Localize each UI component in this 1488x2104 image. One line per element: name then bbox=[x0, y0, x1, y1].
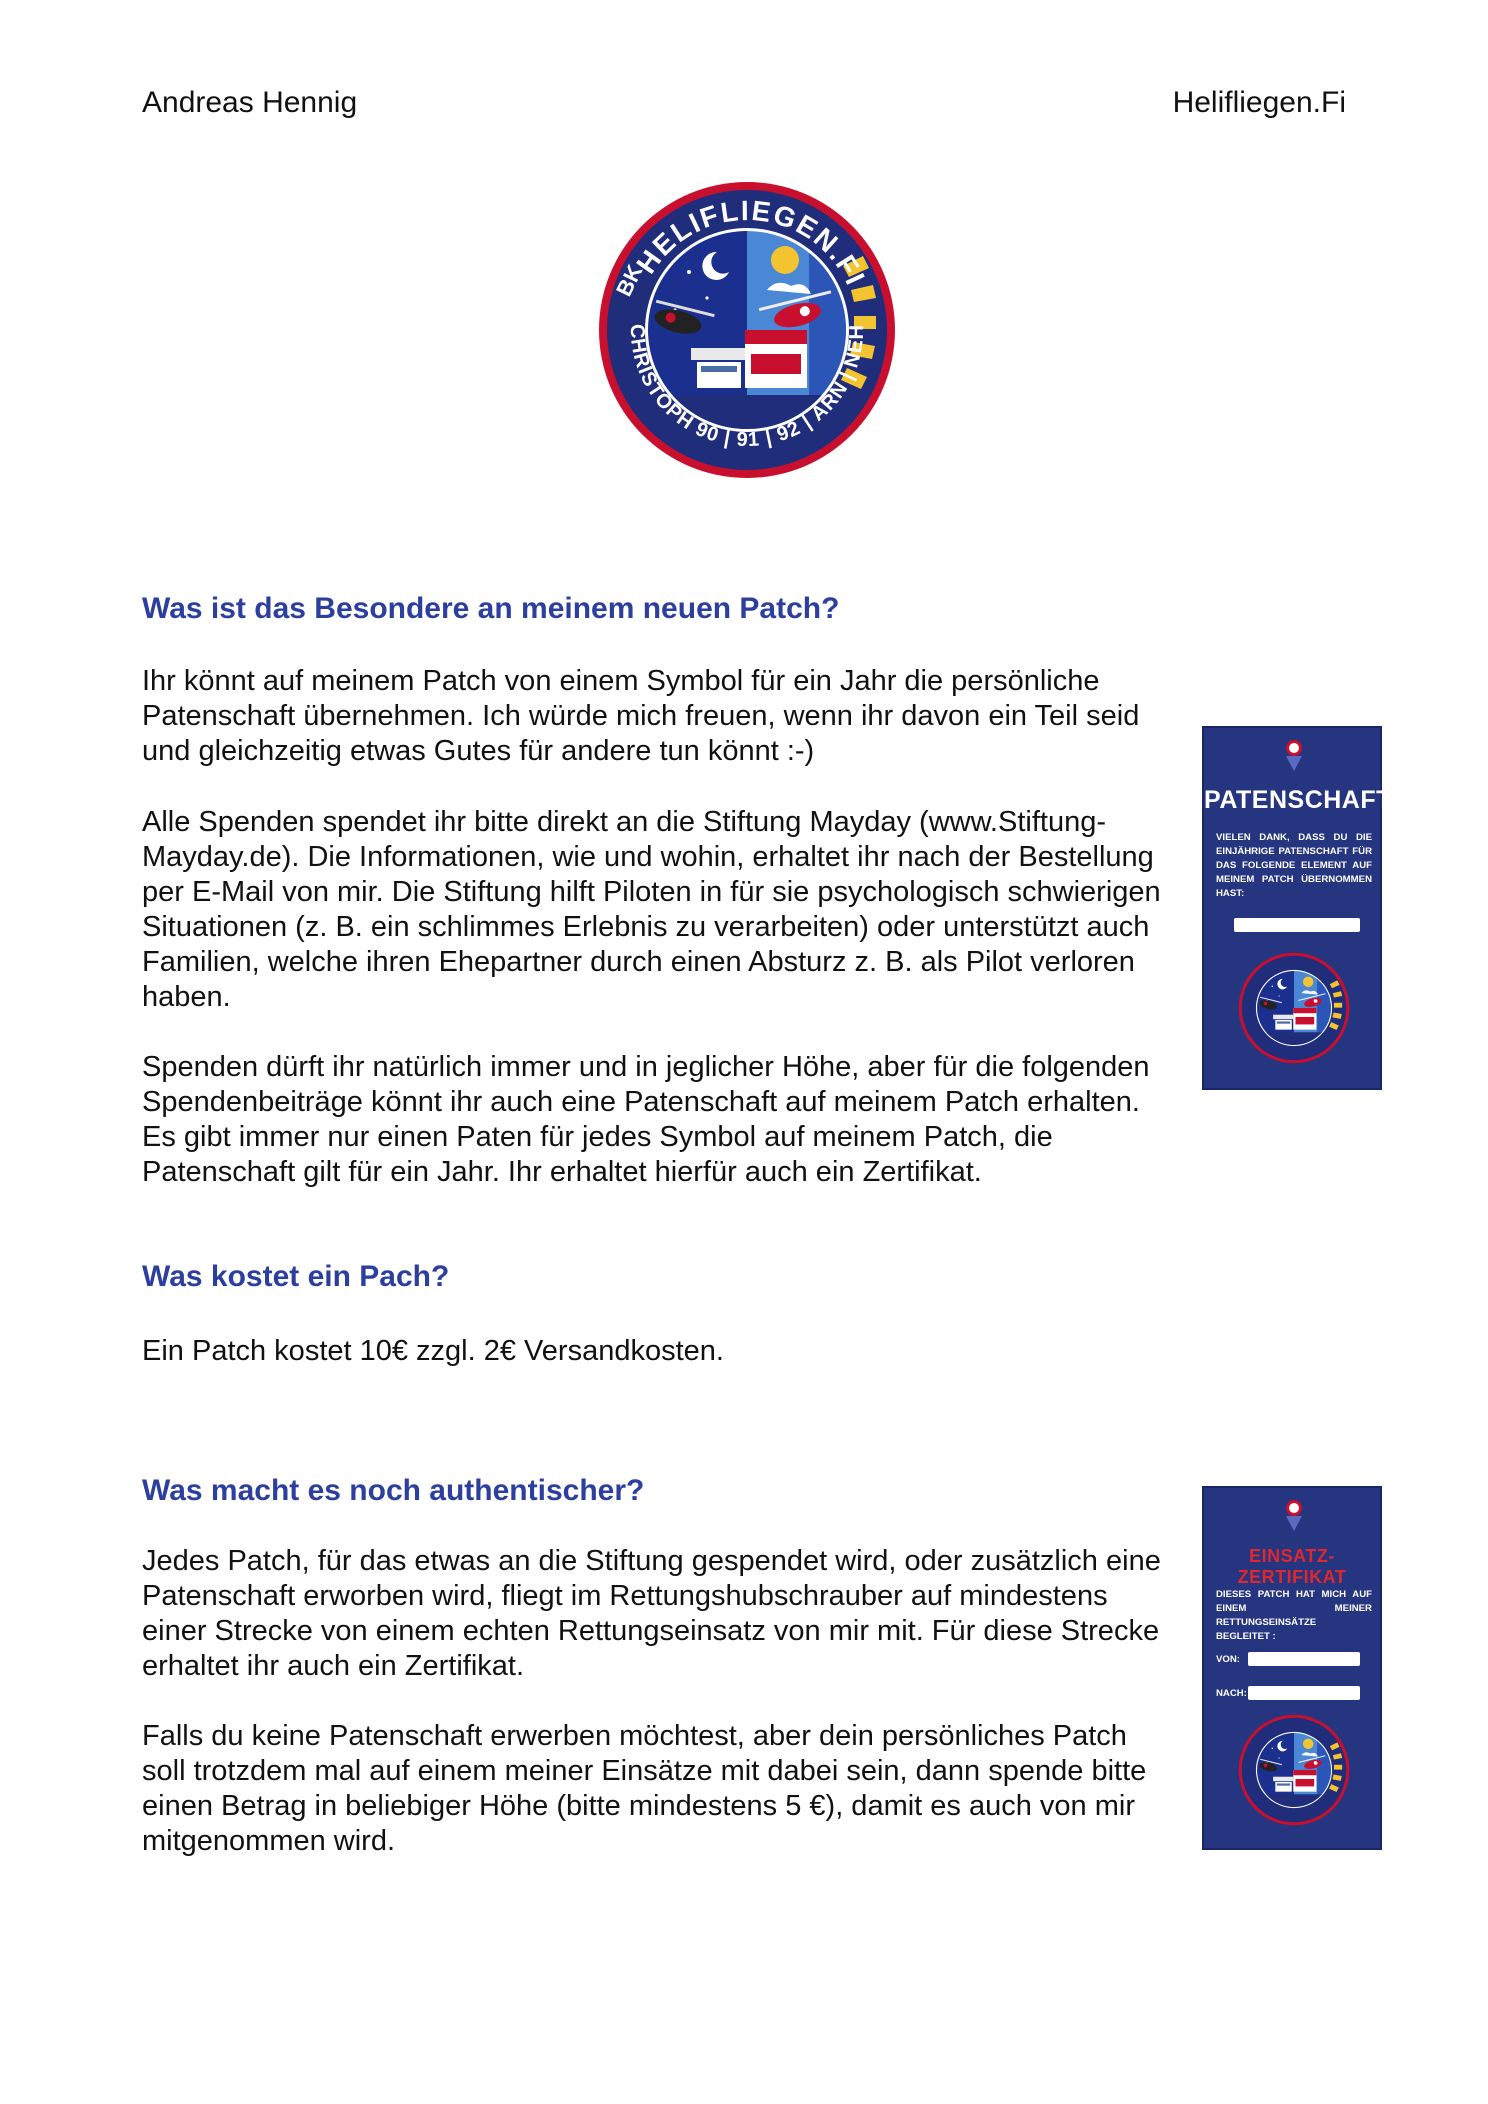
patch-ring-top-text: HELIFLIEGEN.FI bbox=[630, 194, 872, 291]
to-label: NACH: bbox=[1216, 1688, 1247, 1699]
einsatz-certificate-card bbox=[1202, 1486, 1382, 1850]
paragraph-spenden: Spenden dürft ihr natürlich immer und in jeglicher Höhe, aber für die folgenden Spendenbeiträge könnt ihr auch eine Patenschaft auf meinem Patch erhalten. Es gibt immer nur einen Paten für jedes Symbol auf meinem Patch, die Patenschaft gilt für ein Jahr. Ihr erhaltet hierfür auch ein Zertifikat. bbox=[142, 1051, 1150, 1188]
paragraph-einsatz: Jedes Patch, für das etwas an die Stiftung gespendet wird, oder zusätzlich eine Patenschaft erworben wird, fliegt im Rettungshubschrauber auf mindestens einer Strecke von einem echten Rettungseinsatz von mir mit. Für diese Strecke erhaltet ihr auch ein Zertifikat. bbox=[142, 1545, 1161, 1682]
patenschaft-certificate-card bbox=[1202, 726, 1392, 1090]
crest-icon bbox=[1282, 1498, 1306, 1532]
to-field bbox=[1248, 1686, 1360, 1700]
section-heading-authentic: Was macht es noch authentischer? bbox=[142, 1474, 645, 1507]
patch-ring-bottom-text: CHRISTOPH 90 | 91 | 92 | ARN | NEH bbox=[625, 323, 869, 452]
einsatz-card-text: DIESES PATCH HAT MICH AUF EINEM MEINER RETTUNGSEINSÄTZE BEGLEITET : bbox=[1216, 1589, 1372, 1642]
section-heading-patch: Was ist das Besondere an meinem neuen Patch? bbox=[142, 592, 840, 625]
paragraph-mayday: Alle Spenden spendet ihr bitte direkt an die Stiftung Mayday (www.Stiftung-Mayday.de). Die Informationen, wie und wohin, erhaltet ihr nach der Bestellung per E-Mail von mir. Die Stiftung hilft Piloten in für sie psychologisch schwierigen Situationen (z. B. ein schlimmes Erlebnis zu verarbeiten) oder unterstützt auch Familien, welche ihren Ehepartner durch einen Absturz z. B. als Pilot verloren haben. bbox=[142, 806, 1161, 1013]
paragraph-price: Ein Patch kostet 10€ zzgl. 2€ Versandkosten. bbox=[142, 1335, 724, 1367]
sponsor-name-field bbox=[1234, 918, 1360, 932]
paragraph-patenschaft-intro: Ihr könnt auf meinem Patch von einem Symbol für ein Jahr die persönliche Patenschaft übernehmen. Ich würde mich freuen, wenn ihr davon ein Teil seid und gleichzeitig etwas Gutes für andere tun könnt :-) bbox=[142, 665, 1140, 767]
site-name: Helifliegen.Fi bbox=[1172, 86, 1346, 119]
patch-thumbnail-image bbox=[1238, 1714, 1350, 1826]
from-field bbox=[1248, 1652, 1360, 1666]
crest-icon bbox=[1282, 738, 1306, 772]
paragraph-spende-einsatz: Falls du keine Patenschaft erwerben möchtest, aber dein persönliches Patch soll trotzdem mal auf einem meiner Einsätze mit dabei sein, dann spende bitte einen Betrag in beliebiger Höhe (bitte mindestens 5 €), damit es auch von mir mitgenommen wird. bbox=[142, 1720, 1147, 1857]
patch-thumbnail-image bbox=[1238, 952, 1350, 1064]
author-name: Andreas Hennig bbox=[142, 86, 358, 119]
patenschaft-card-text: VIELEN DANK, DASS DU DIE EINJÄHRIGE PATENSCHAFT FÜR DAS FOLGENDE ELEMENT AUF MEINEM PATCH ÜBERNOMMEN HAST: bbox=[1216, 832, 1372, 899]
einsatz-card-title: EINSATZ-ZERTIFIKAT bbox=[1237, 1546, 1347, 1587]
patenschaft-card-title: PATENSCHAFT bbox=[1204, 786, 1392, 814]
from-label: VON: bbox=[1216, 1654, 1240, 1665]
section-heading-price: Was kostet ein Pach? bbox=[142, 1260, 450, 1293]
patch-logo-image bbox=[597, 180, 897, 480]
patch-ring-left-text: BK bbox=[611, 260, 648, 301]
